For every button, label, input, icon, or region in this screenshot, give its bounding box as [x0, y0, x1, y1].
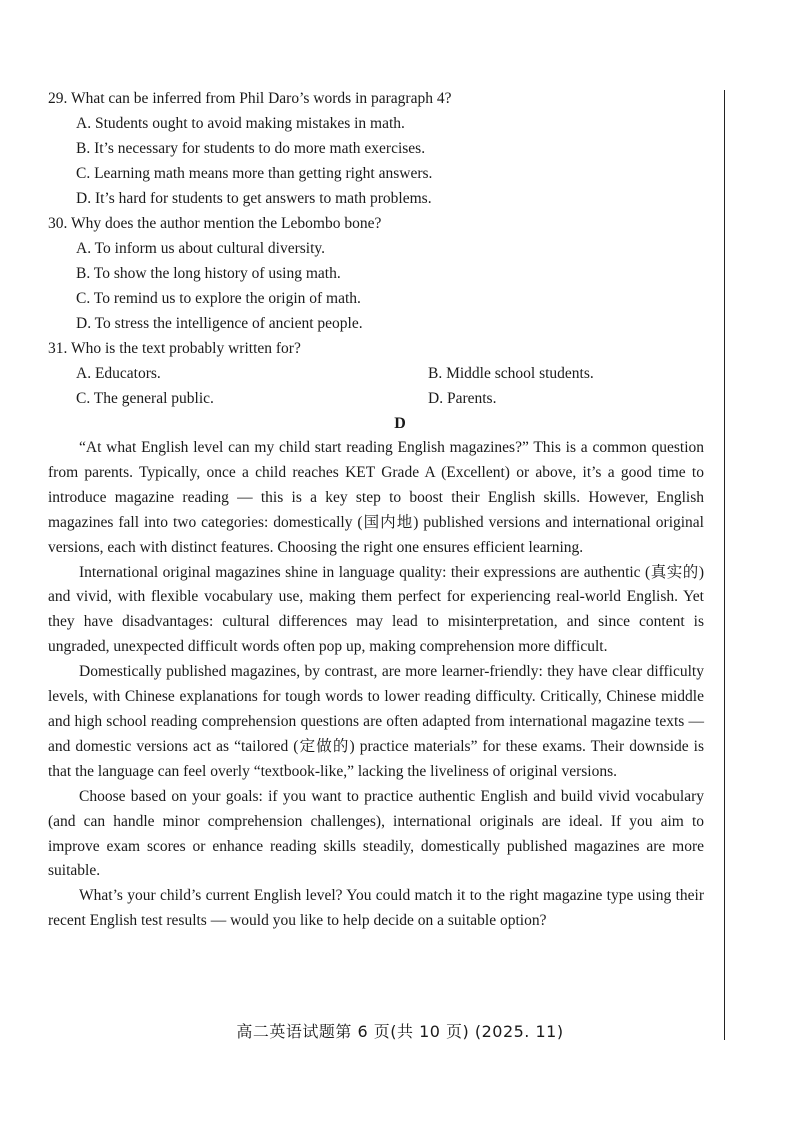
option-d: D. It’s hard for students to get answers to math problems.: [76, 190, 432, 207]
question-text: Who is the text probably written for?: [70, 340, 301, 357]
option-d: D. To stress the intelligence of ancient people.: [76, 315, 363, 332]
option-d: D. Parents.: [428, 390, 497, 407]
question-30: [48, 211, 708, 336]
section-heading: D: [394, 415, 406, 432]
option-c: C. Learning math means more than getting right answers.: [76, 165, 433, 182]
passage-paragraph: Choose based on your goals: if you want to practice authentic English and build vivid vocabulary (and can handle minor comprehension challenges), international originals are ideal. If you aim to improve exam scores or enhance reading skills steadily, domestically published magazines are more suitable.: [48, 787, 704, 880]
question-number: 29.: [48, 90, 68, 107]
option-a: A. Educators.: [76, 365, 161, 382]
question-stem: [48, 211, 708, 236]
page-footer: 高二英语试题第 6 页(共 10 页) (2025. 11): [236, 1022, 564, 1041]
option-c: C. To remind us to explore the origin of math.: [76, 290, 361, 307]
question-31: [48, 336, 708, 411]
option-row: [48, 386, 708, 411]
question-stem: [48, 336, 708, 361]
reading-passage: [48, 436, 704, 934]
option-a: A. Students ought to avoid making mistakes in math.: [76, 115, 405, 132]
option-b: B. To show the long history of using math.: [76, 265, 341, 282]
question-stem: [48, 86, 708, 111]
question-list: [48, 86, 708, 411]
passage-paragraph: International original magazines shine in language quality: their expressions are authentic (真实的) and vivid, with flexible vocabulary use, making them perfect for experiencing real-world English. Yet they have disadvantages: cultural differences may lead to misinterpretation, and since content is ungraded, unexpected difficult words often pop up, making comprehension more difficult.: [48, 563, 704, 656]
option-c: C. The general public.: [76, 390, 214, 407]
question-29: [48, 86, 708, 211]
passage-paragraph: What’s your child’s current English level? You could match it to the right magazine type using their recent English test results — would you like to help decide on a suitable option?: [48, 887, 704, 930]
passage-paragraph: “At what English level can my child start reading English magazines?” This is a common question from parents. Typically, once a child reaches KET Grade A (Excellent) or above, it’s a good time to introduce magazine reading — this is a key step to boost their English skills. However, English magazines fall into two categories: domestically (国内地) published versions and international original versions, each with distinct features. Choosing the right one ensures efficient learning.: [48, 439, 704, 556]
option-a: A. To inform us about cultural diversity.: [76, 240, 326, 257]
option-b: B. It’s necessary for students to do more math exercises.: [76, 140, 426, 157]
question-text: Why does the author mention the Lebombo bone?: [70, 215, 382, 232]
question-number: 30.: [48, 215, 68, 232]
margin-rule: [724, 90, 725, 1040]
passage-paragraph: Domestically published magazines, by contrast, are more learner-friendly: they have clear difficulty levels, with Chinese explanations for tough words to lower reading difficulty. Critically, Chinese middle and high school reading comprehension questions are often adapted from international magazine texts — and domestic versions act as “tailored (定做的) practice materials” for these exams. Their downside is that the language can feel overly “textbook-like,” lacking the liveliness of original versions.: [48, 663, 704, 780]
question-text: What can be inferred from Phil Daro’s words in paragraph 4?: [70, 90, 452, 107]
option-b: B. Middle school students.: [428, 365, 594, 382]
option-row: [48, 361, 708, 386]
question-number: 31.: [48, 340, 68, 357]
